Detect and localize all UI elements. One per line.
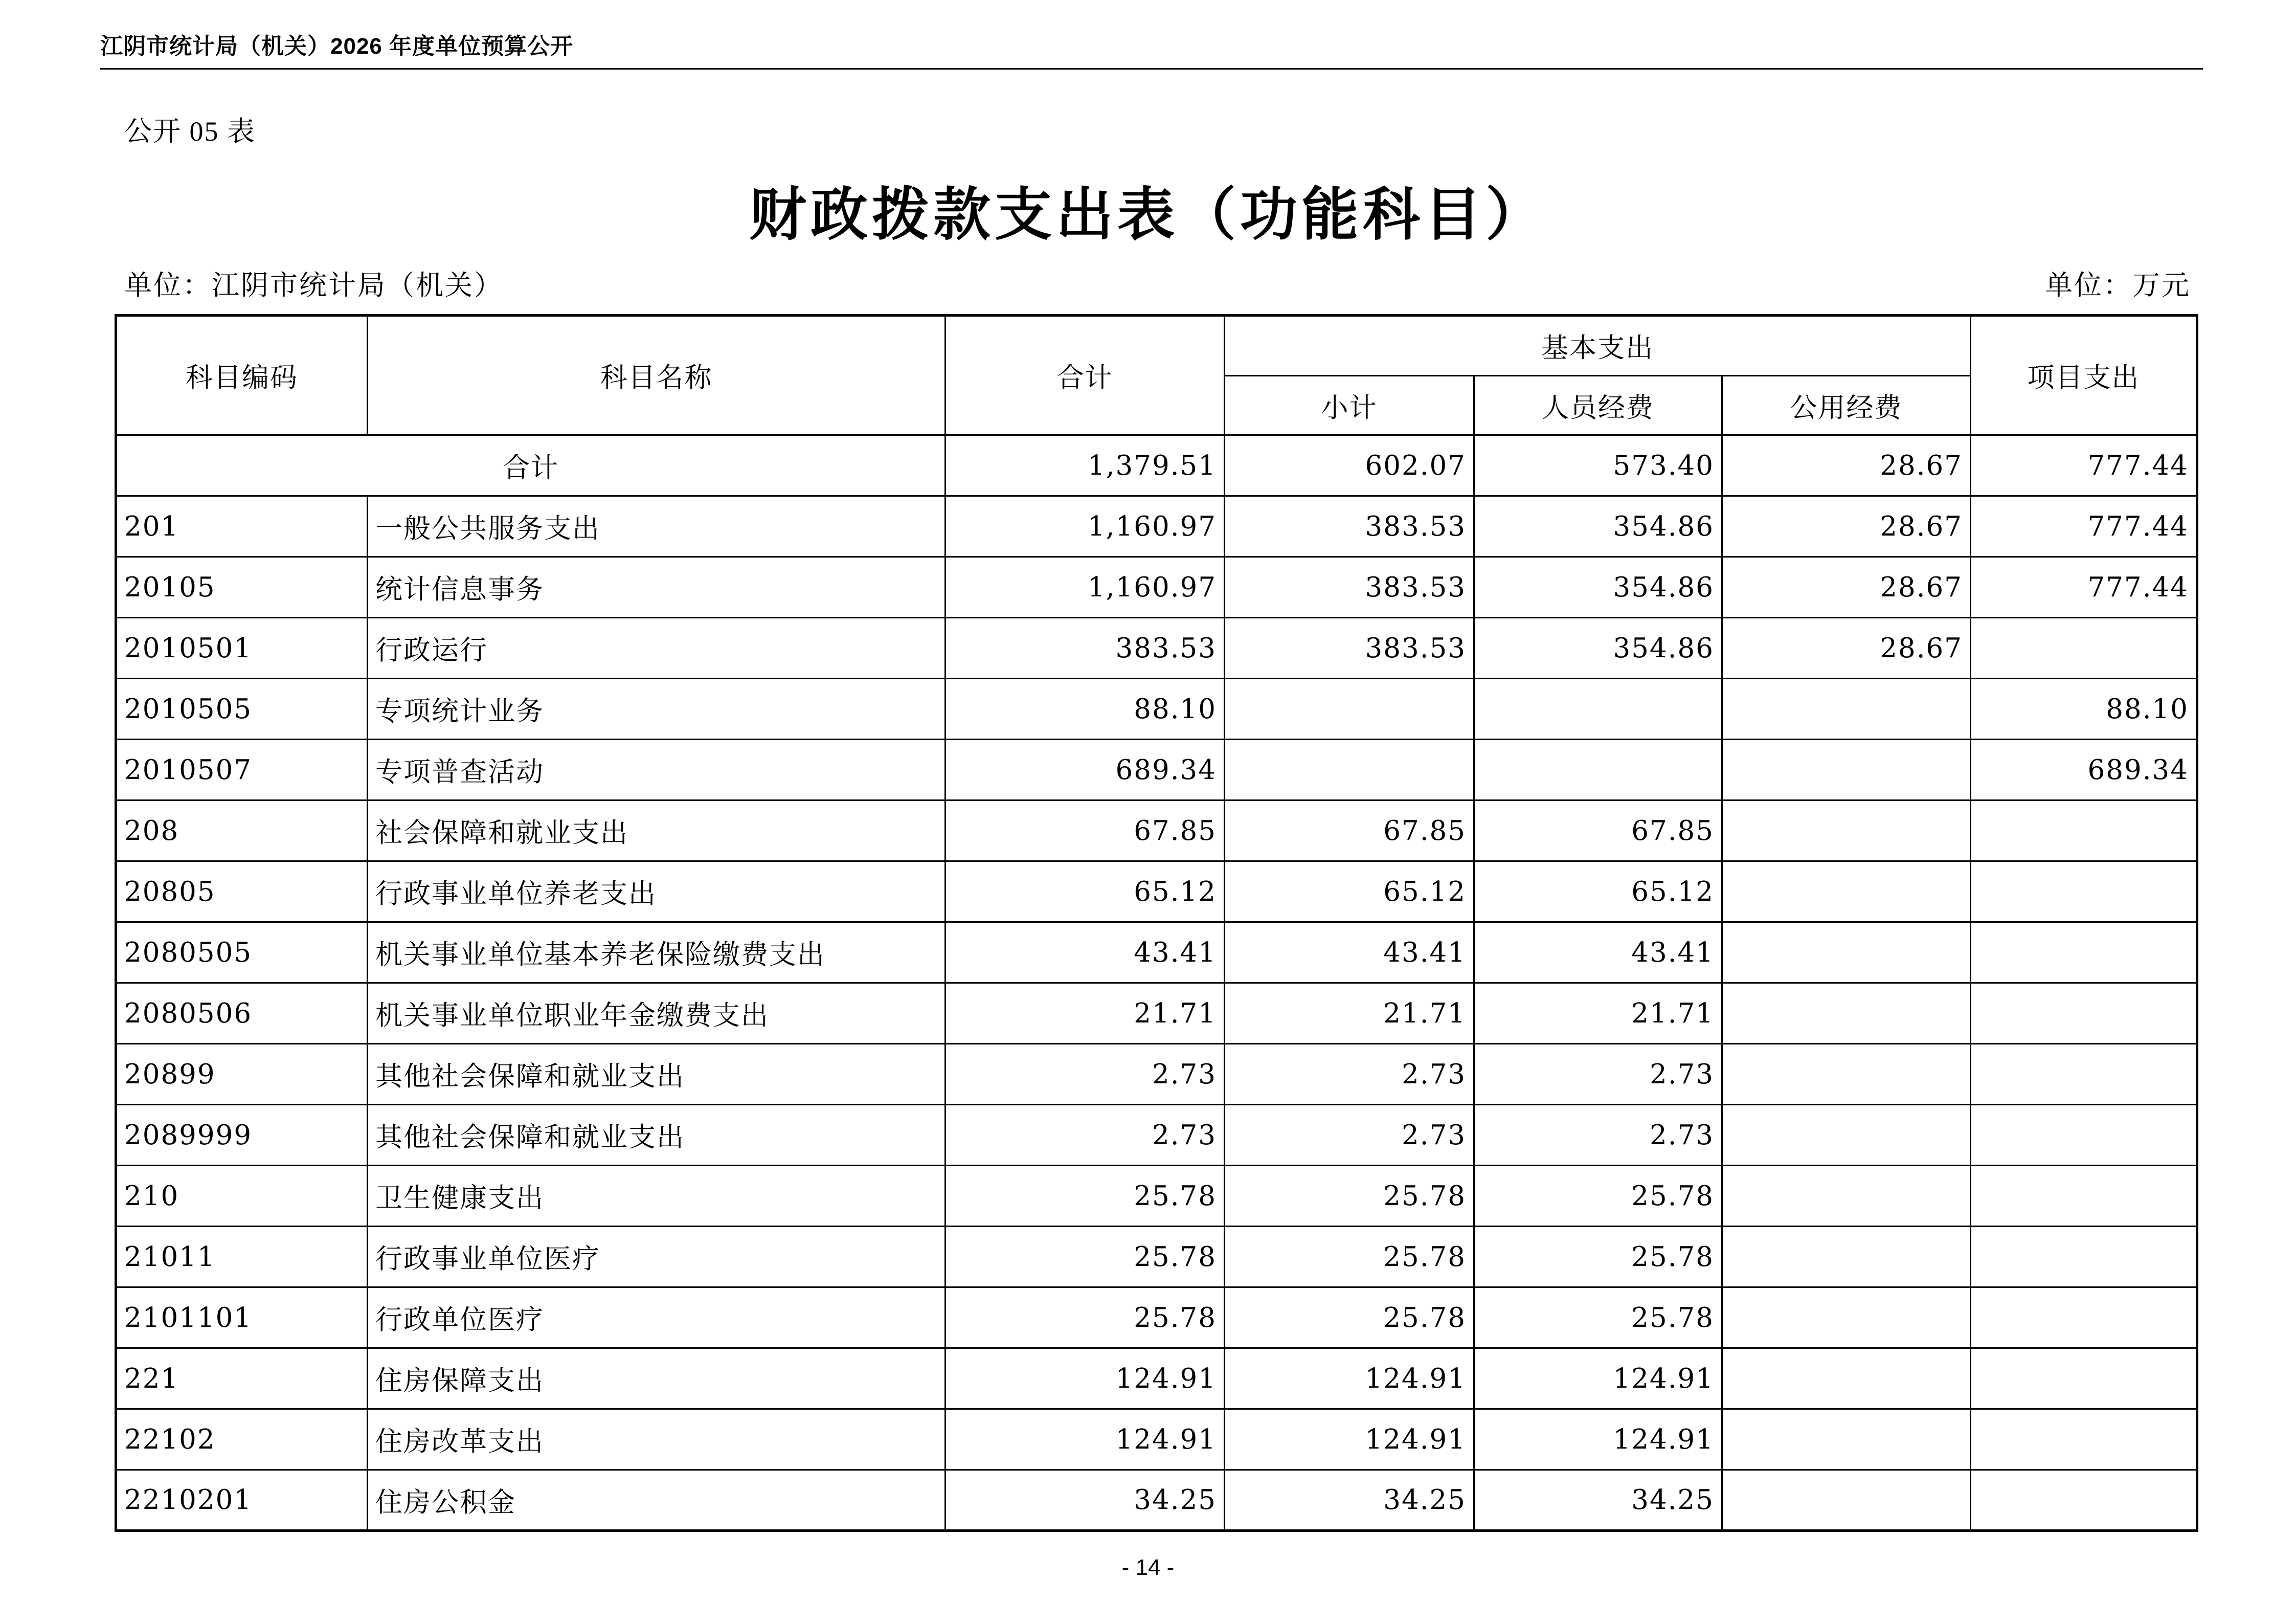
cell-code: 20899 bbox=[116, 1044, 368, 1105]
cell-code: 2010505 bbox=[116, 679, 368, 740]
table-row bbox=[116, 1470, 2197, 1531]
cell-subtotal: 65.12 bbox=[1225, 861, 1474, 922]
cell-total: 1,160.97 bbox=[946, 557, 1225, 618]
cell-public bbox=[1722, 740, 1971, 800]
cell-code: 2080506 bbox=[116, 983, 368, 1044]
cell-name: 专项普查活动 bbox=[368, 740, 946, 800]
cell-subtotal: 67.85 bbox=[1225, 800, 1474, 861]
total-personnel: 573.40 bbox=[1474, 435, 1722, 496]
cell-name: 其他社会保障和就业支出 bbox=[368, 1044, 946, 1105]
cell-personnel: 25.78 bbox=[1474, 1227, 1722, 1287]
cell-total: 689.34 bbox=[946, 740, 1225, 800]
cell-code: 208 bbox=[116, 800, 368, 861]
cell-personnel: 124.91 bbox=[1474, 1348, 1722, 1409]
cell-code: 2210201 bbox=[116, 1470, 368, 1531]
cell-subtotal: 383.53 bbox=[1225, 496, 1474, 557]
cell-subtotal: 25.78 bbox=[1225, 1287, 1474, 1348]
table-row bbox=[116, 800, 2197, 861]
cell-subtotal: 34.25 bbox=[1225, 1470, 1474, 1531]
cell-public bbox=[1722, 1227, 1971, 1287]
cell-public bbox=[1722, 1470, 1971, 1531]
table-row bbox=[116, 922, 2197, 983]
cell-code: 2080505 bbox=[116, 922, 368, 983]
cell-subtotal: 124.91 bbox=[1225, 1409, 1474, 1470]
cell-name: 行政事业单位医疗 bbox=[368, 1227, 946, 1287]
cell-public: 28.67 bbox=[1722, 496, 1971, 557]
cell-code: 20805 bbox=[116, 861, 368, 922]
cell-total: 25.78 bbox=[946, 1227, 1225, 1287]
cell-public bbox=[1722, 679, 1971, 740]
cell-public bbox=[1722, 1287, 1971, 1348]
running-header: 江阴市统计局（机关）2026 年度单位预算公开 bbox=[100, 34, 574, 59]
cell-total: 1,160.97 bbox=[946, 496, 1225, 557]
cell-public bbox=[1722, 1409, 1971, 1470]
header-total: 合计 bbox=[946, 316, 1225, 435]
cell-name: 行政运行 bbox=[368, 618, 946, 679]
table-row bbox=[116, 740, 2197, 800]
cell-subtotal: 383.53 bbox=[1225, 618, 1474, 679]
cell-personnel: 354.86 bbox=[1474, 496, 1722, 557]
cell-project: 88.10 bbox=[1971, 679, 2197, 740]
table-row bbox=[116, 1105, 2197, 1166]
cell-project bbox=[1971, 922, 2197, 983]
cell-subtotal: 43.41 bbox=[1225, 922, 1474, 983]
cell-subtotal bbox=[1225, 740, 1474, 800]
table-row bbox=[116, 1287, 2197, 1348]
cell-name: 其他社会保障和就业支出 bbox=[368, 1105, 946, 1166]
cell-total: 383.53 bbox=[946, 618, 1225, 679]
cell-code: 201 bbox=[116, 496, 368, 557]
cell-personnel: 124.91 bbox=[1474, 1409, 1722, 1470]
cell-public: 28.67 bbox=[1722, 557, 1971, 618]
cell-project bbox=[1971, 1105, 2197, 1166]
cell-subtotal: 25.78 bbox=[1225, 1227, 1474, 1287]
header-public: 公用经费 bbox=[1722, 376, 1971, 435]
cell-total: 43.41 bbox=[946, 922, 1225, 983]
cell-name: 住房公积金 bbox=[368, 1470, 946, 1531]
total-subtotal: 602.07 bbox=[1225, 435, 1474, 496]
cell-personnel: 34.25 bbox=[1474, 1470, 1722, 1531]
cell-code: 221 bbox=[116, 1348, 368, 1409]
cell-public bbox=[1722, 983, 1971, 1044]
cell-public bbox=[1722, 922, 1971, 983]
cell-project: 689.34 bbox=[1971, 740, 2197, 800]
cell-name: 专项统计业务 bbox=[368, 679, 946, 740]
cell-subtotal: 383.53 bbox=[1225, 557, 1474, 618]
cell-personnel: 21.71 bbox=[1474, 983, 1722, 1044]
cell-personnel: 354.86 bbox=[1474, 557, 1722, 618]
total-public: 28.67 bbox=[1722, 435, 1971, 496]
page-number: - 14 - bbox=[1121, 1555, 1175, 1580]
cell-project bbox=[1971, 618, 2197, 679]
unit-currency: 单位：万元 bbox=[2045, 269, 2191, 301]
cell-personnel bbox=[1474, 679, 1722, 740]
table-row bbox=[116, 618, 2197, 679]
cell-code: 22102 bbox=[116, 1409, 368, 1470]
table-row bbox=[116, 496, 2197, 557]
cell-subtotal: 2.73 bbox=[1225, 1044, 1474, 1105]
cell-name: 住房保障支出 bbox=[368, 1348, 946, 1409]
table-row bbox=[116, 1348, 2197, 1409]
cell-name: 统计信息事务 bbox=[368, 557, 946, 618]
table-number: 公开 05 表 bbox=[124, 116, 256, 147]
table-row bbox=[116, 679, 2197, 740]
cell-subtotal: 124.91 bbox=[1225, 1348, 1474, 1409]
total-row bbox=[116, 435, 2197, 496]
cell-code: 210 bbox=[116, 1166, 368, 1227]
cell-personnel: 67.85 bbox=[1474, 800, 1722, 861]
cell-total: 25.78 bbox=[946, 1166, 1225, 1227]
table-row bbox=[116, 1166, 2197, 1227]
cell-code: 20105 bbox=[116, 557, 368, 618]
page-title: 财政拨款支出表（功能科目） bbox=[749, 182, 1547, 248]
cell-name: 卫生健康支出 bbox=[368, 1166, 946, 1227]
table-row bbox=[116, 983, 2197, 1044]
cell-total: 25.78 bbox=[946, 1287, 1225, 1348]
header-code: 科目编码 bbox=[116, 316, 368, 435]
cell-total: 21.71 bbox=[946, 983, 1225, 1044]
cell-project bbox=[1971, 1287, 2197, 1348]
table-row bbox=[116, 861, 2197, 922]
cell-name: 住房改革支出 bbox=[368, 1409, 946, 1470]
cell-personnel: 354.86 bbox=[1474, 618, 1722, 679]
cell-total: 124.91 bbox=[946, 1409, 1225, 1470]
cell-personnel: 25.78 bbox=[1474, 1287, 1722, 1348]
cell-name: 行政事业单位养老支出 bbox=[368, 861, 946, 922]
cell-project bbox=[1971, 1044, 2197, 1105]
cell-subtotal: 25.78 bbox=[1225, 1166, 1474, 1227]
cell-subtotal: 2.73 bbox=[1225, 1105, 1474, 1166]
table-row bbox=[116, 1227, 2197, 1287]
header-basic: 基本支出 bbox=[1225, 316, 1971, 376]
total-project: 777.44 bbox=[1971, 435, 2197, 496]
cell-total: 2.73 bbox=[946, 1105, 1225, 1166]
cell-total: 67.85 bbox=[946, 800, 1225, 861]
table-row bbox=[116, 1409, 2197, 1470]
total-total: 1,379.51 bbox=[946, 435, 1225, 496]
header-divider bbox=[100, 68, 2203, 70]
cell-total: 65.12 bbox=[946, 861, 1225, 922]
cell-total: 88.10 bbox=[946, 679, 1225, 740]
cell-public bbox=[1722, 1044, 1971, 1105]
cell-name: 机关事业单位职业年金缴费支出 bbox=[368, 983, 946, 1044]
cell-personnel bbox=[1474, 740, 1722, 800]
cell-personnel: 25.78 bbox=[1474, 1166, 1722, 1227]
cell-name: 行政单位医疗 bbox=[368, 1287, 946, 1348]
cell-code: 2010507 bbox=[116, 740, 368, 800]
cell-public bbox=[1722, 861, 1971, 922]
cell-code: 21011 bbox=[116, 1227, 368, 1287]
cell-total: 34.25 bbox=[946, 1470, 1225, 1531]
cell-personnel: 2.73 bbox=[1474, 1105, 1722, 1166]
cell-total: 2.73 bbox=[946, 1044, 1225, 1105]
cell-subtotal: 21.71 bbox=[1225, 983, 1474, 1044]
unit-organization: 单位：江阴市统计局（机关） bbox=[124, 269, 503, 301]
cell-project bbox=[1971, 1166, 2197, 1227]
cell-code: 2089999 bbox=[116, 1105, 368, 1166]
cell-personnel: 43.41 bbox=[1474, 922, 1722, 983]
cell-public bbox=[1722, 1348, 1971, 1409]
header-personnel: 人员经费 bbox=[1474, 376, 1722, 435]
cell-project bbox=[1971, 983, 2197, 1044]
table-row bbox=[116, 557, 2197, 618]
cell-project: 777.44 bbox=[1971, 557, 2197, 618]
cell-personnel: 65.12 bbox=[1474, 861, 1722, 922]
cell-project bbox=[1971, 1348, 2197, 1409]
cell-project bbox=[1971, 861, 2197, 922]
cell-project bbox=[1971, 1227, 2197, 1287]
cell-public bbox=[1722, 1166, 1971, 1227]
cell-name: 机关事业单位基本养老保险缴费支出 bbox=[368, 922, 946, 983]
cell-project bbox=[1971, 800, 2197, 861]
header-name: 科目名称 bbox=[368, 316, 946, 435]
cell-total: 124.91 bbox=[946, 1348, 1225, 1409]
cell-code: 2101101 bbox=[116, 1287, 368, 1348]
cell-name: 一般公共服务支出 bbox=[368, 496, 946, 557]
header-project: 项目支出 bbox=[1971, 316, 2197, 435]
cell-name: 社会保障和就业支出 bbox=[368, 800, 946, 861]
cell-project: 777.44 bbox=[1971, 496, 2197, 557]
total-label: 合计 bbox=[116, 435, 946, 496]
cell-subtotal bbox=[1225, 679, 1474, 740]
cell-public bbox=[1722, 800, 1971, 861]
cell-code: 2010501 bbox=[116, 618, 368, 679]
cell-personnel: 2.73 bbox=[1474, 1044, 1722, 1105]
table-row bbox=[116, 1044, 2197, 1105]
cell-public: 28.67 bbox=[1722, 618, 1971, 679]
cell-public bbox=[1722, 1105, 1971, 1166]
expenditure-table bbox=[115, 314, 2198, 1532]
cell-project bbox=[1971, 1409, 2197, 1470]
header-subtotal: 小计 bbox=[1225, 376, 1474, 435]
cell-project bbox=[1971, 1470, 2197, 1531]
